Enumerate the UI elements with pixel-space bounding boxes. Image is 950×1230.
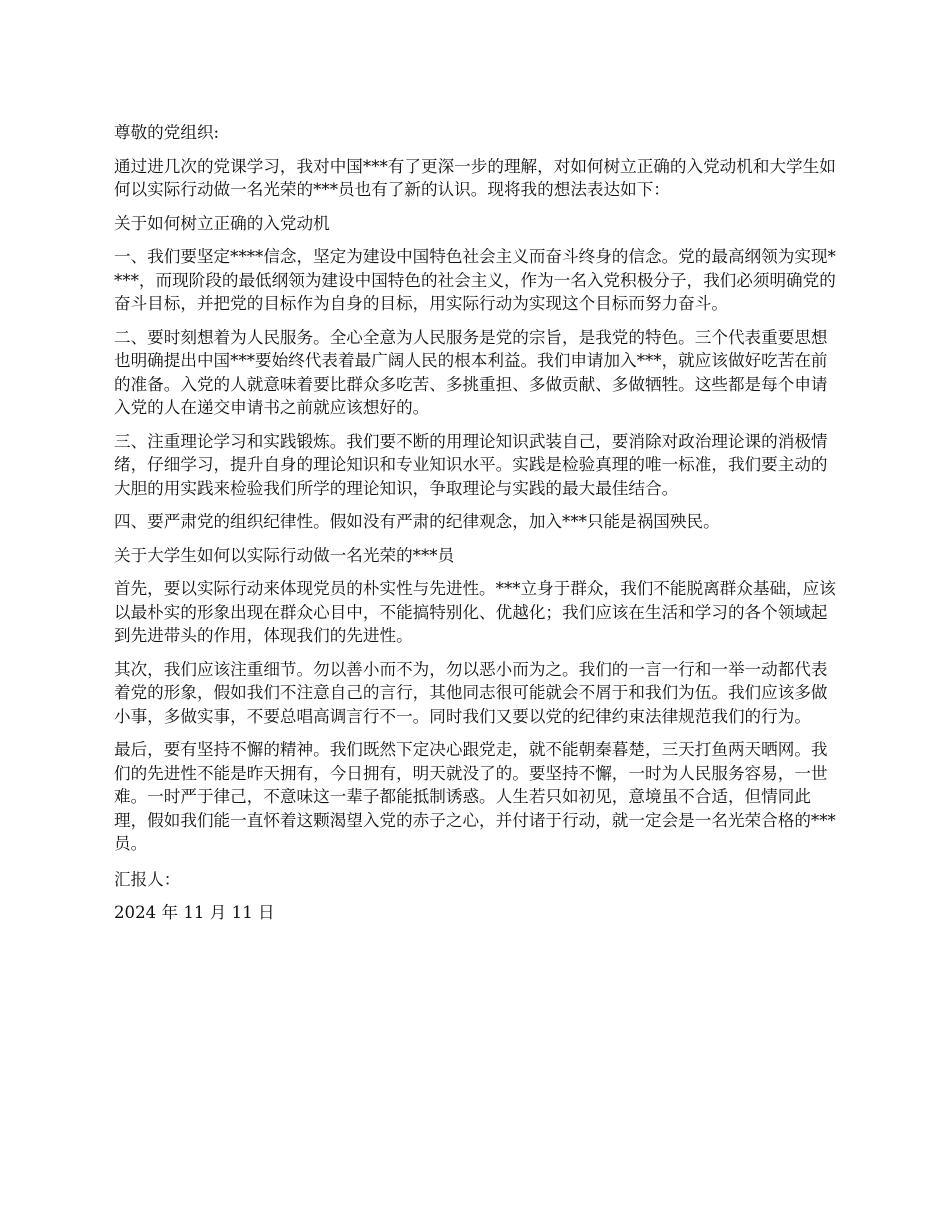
section-2-item-2: 其次，我们应该注重细节。勿以善小而不为，勿以恶小而为之。我们的一言一行和一举一动都代表着党的形象，假如我们不注意自己的言行，其他同志很可能就会不屑于和我们为伍。我们应该多做小事，多做实事，不要总唱高调言行不一。同时我们又要以党的纪律约束法律规范我们的行为。 (114, 659, 828, 726)
document-body (114, 121, 840, 935)
section-2-title: 关于大学生如何以实际行动做一名光荣的***员 (114, 545, 455, 565)
report-date: 2024 年 11 月 11 日 (114, 903, 275, 922)
intro-paragraph: 通过进几次的党课学习，我对中国***有了更深一步的理解，对如何树立正确的入党动机和大学生如何以实际行动做一名光荣的***员也有了新的认识。现将我的想法表达如下： (114, 156, 836, 199)
section-1-item-4: 四、要严肃党的组织纪律性。假如没有严肃的纪律观念，加入***只能是祸国殃民。 (114, 512, 720, 531)
section-1-item-2: 二、要时刻想着为人民服务。全心全意为人民服务是党的宗旨，是我党的特色。三个代表重要思想也明确提出中国***要始终代表着最广阔人民的根本利益。我们申请加入***，就应该做好吃苦在前的准备。入党的人就意味着要比群众多吃苦、多挑重担、多做贡献、多做牺牲。这些都是每个申请入党的人在递交申请书之前就应该想好的。 (114, 327, 828, 417)
salutation: 尊敬的党组织: (114, 123, 220, 142)
reporter-label: 汇报人： (114, 869, 181, 889)
section-2-item-3: 最后，要有坚持不懈的精神。我们既然下定决心跟党走，就不能朝秦暮楚，三天打鱼两天晒网。我们的先进性不能是昨天拥有，今日拥有，明天就没了的。要坚持不懈，一时为人民服务容易，一世难。一时严于律己，不意味这一辈子都能抵制诱惑。人生若只如初见，意境虽不合适，但情同此理，假如我们能一直怀着这颗渴望入党的赤子之心，并付诸于行动，就一定会是一名光荣合格的***员。 (114, 740, 836, 853)
section-1-title: 关于如何树立正确的入党动机 (114, 213, 330, 233)
section-1-item-3: 三、注重理论学习和实践锻炼。我们要不断的用理论知识武装自己，要消除对政治理论课的消极情绪，仔细学习，提升自身的理论知识和专业知识水平。实践是检验真理的唯一标准，我们要主动的大胆的用实践来检验我们所学的理论知识，争取理论与实践的最大最佳结合。 (114, 431, 828, 498)
section-2-item-1: 首先，要以实际行动来体现党员的朴实性与先进性。***立身于群众，我们不能脱离群众基础，应该以最朴实的形象出现在群众心目中，不能搞特别化、优越化；我们应该在生活和学习的各个领域起到先进带头的作用，体现我们的先进性。 (114, 579, 836, 645)
section-1-item-1: 一、我们要坚定****信念，坚定为建设中国特色社会主义而奋斗终身的信念。党的最高纲领为实现****，而现阶段的最低纲领为建设中国特色的社会主义，作为一名入党积极分子，我们必须明确党的奋斗目标，并把党的目标作为自身的目标，用实际行动为实现这个目标而努力奋斗。 (114, 247, 836, 313)
